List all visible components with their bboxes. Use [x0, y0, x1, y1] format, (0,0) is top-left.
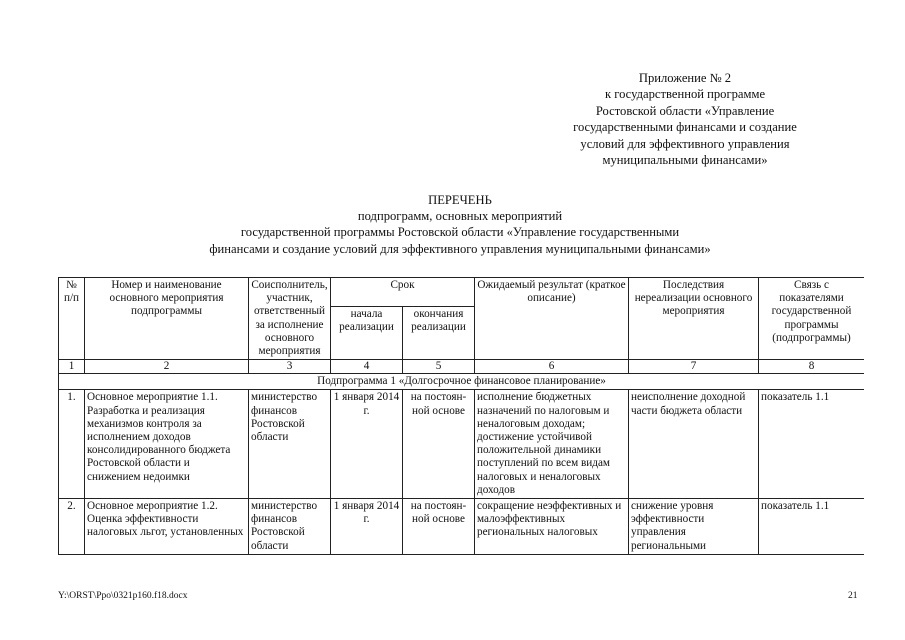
row-consequences: неисполнение доходной части бюджета области [629, 390, 759, 499]
page-number: 21 [848, 591, 858, 601]
column-number: 6 [475, 360, 629, 374]
appendix-line: муниципальными финансами» [602, 153, 768, 168]
table-row [59, 499, 865, 555]
header-start: начала реализации [331, 307, 403, 360]
row-name: Основное мероприятие 1.2. Оценка эффективности налоговых льгот, установленных [85, 499, 249, 555]
row-name: Основное мероприятие 1.1. Разработка и реализация механизмов контроля за исполнением доходов консолидированного бюджета Ростовской области и снижением недоимки [85, 390, 249, 499]
column-numbers-row [59, 360, 865, 374]
row-link: показатель 1.1 [759, 390, 865, 499]
row-link: показатель 1.1 [759, 499, 865, 555]
column-number: 4 [331, 360, 403, 374]
row-result: исполнение бюджетных назначений по налоговым и неналоговым доходам; достижение устойчивой положительной динамики поступлений по всем видам налоговых и неналоговых доходов [475, 390, 629, 499]
header-consequences: Последствия нереализации основного мероприятия [629, 278, 759, 360]
column-number: 8 [759, 360, 865, 374]
table-container [58, 277, 864, 580]
appendix-line: условий для эффективного управления [580, 136, 790, 151]
heading-line: государственной программы Ростовской области «Управление государственными [240, 225, 680, 240]
row-consequences: снижение уровня эффективности управления региональными [629, 499, 759, 555]
header-name: Номер и наименование основного мероприятия подпрограммы [85, 278, 249, 360]
row-executor: министерство финансов Ростовской области [249, 499, 331, 555]
row-end: на постоян-ной основе [403, 390, 475, 499]
header-end: окончания реализации [403, 307, 475, 360]
header-link: Связь с показателями государственной программы (подпрограммы) [759, 278, 865, 360]
row-executor: министерство финансов Ростовской области [249, 390, 331, 499]
appendix-line: к государственной программе [604, 87, 766, 102]
header-result: Ожидаемый результат (краткое описание) [475, 278, 629, 360]
heading-line: финансами и создание условий для эффективного управления муниципальными финансами» [209, 241, 711, 256]
subprogram-row [59, 374, 865, 390]
heading-line: подпрограмм, основных мероприятий [357, 209, 563, 224]
header-num: № п/п [59, 278, 85, 360]
column-number: 1 [59, 360, 85, 374]
row-start: 1 января 2014 г. [331, 390, 403, 499]
appendix-line: Ростовской области «Управление [595, 103, 775, 118]
row-end: на постоян-ной основе [403, 499, 475, 555]
table-row [59, 390, 865, 499]
header-term: Срок [331, 278, 475, 307]
row-num: 2. [59, 499, 85, 555]
column-number: 3 [249, 360, 331, 374]
header-executor: Соисполнитель, участник, ответственный за исполнение основного мероприятия [249, 278, 331, 360]
row-num: 1. [59, 390, 85, 499]
measures-table [58, 277, 864, 555]
appendix-block [540, 70, 830, 168]
row-result: сокращение неэффективных и малоэффективных региональных налоговых [475, 499, 629, 555]
subprogram-title: Подпрограмма 1 «Долгосрочное финансовое планирование» [59, 374, 865, 390]
footer-file-path: Y:\ORST\Ppo\0321p160.f18.docx [58, 591, 188, 601]
column-number: 5 [403, 360, 475, 374]
appendix-line: Приложение № 2 [638, 71, 732, 85]
document-heading [90, 192, 830, 257]
appendix-line: государственными финансами и создание [573, 120, 797, 135]
column-number: 2 [85, 360, 249, 374]
heading-title: ПЕРЕЧЕНЬ [428, 193, 492, 207]
row-start: 1 января 2014 г. [331, 499, 403, 555]
column-number: 7 [629, 360, 759, 374]
